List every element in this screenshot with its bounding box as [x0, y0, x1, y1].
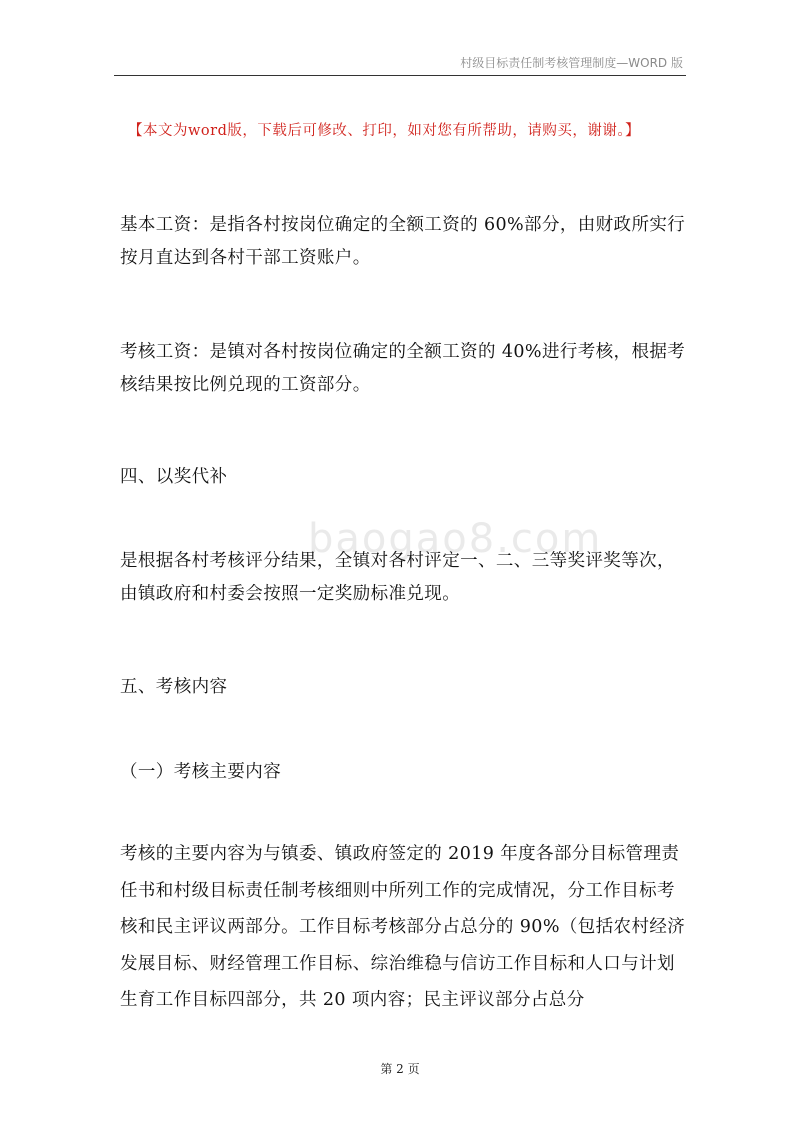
- watermark: baogao8.com: [308, 516, 603, 562]
- subsection-heading-main-content: （一）考核主要内容: [120, 762, 282, 782]
- purchase-notice: 【本文为word版，下载后可修改、打印，如对您有所帮助，请购买，谢谢。】: [128, 123, 641, 139]
- document-header-title: 村级目标责任制考核管理制度—WORD 版: [460, 56, 683, 70]
- paragraph-reward: 是根据各村考核评分结果，全镇对各村评定一、二、三等奖评奖等次，由镇政府和村委会按照一定奖励标准兑现。: [120, 551, 675, 604]
- paragraph-assessment-salary: 考核工资：是镇对各村按岗位确定的全额工资的 40%进行考核，根据考核结果按比例兑现的工资部分。: [120, 342, 686, 395]
- paragraph-main-content: 考核的主要内容为与镇委、镇政府签定的 2019 年度各部分目标管理责任书和村级目标责任制考核细则中所列工作的完成情况，分工作目标考核和民主评议两部分。工作目标考核部分占总分的 90%（包括农村经济发展目标、财经管理工作目标、综治维稳与信访工作目标和人口与计划生育工作目标四部分，共 20 项内容；民主评议部分占总分: [120, 844, 686, 1010]
- section-heading-content: 五、考核内容: [120, 677, 228, 697]
- header-divider: [114, 75, 686, 76]
- page-number: 第 2 页: [380, 1062, 420, 1076]
- paragraph-basic-salary: 基本工资：是指各村按岗位确定的全额工资的 60%部分，由财政所实行按月直达到各村干部工资账户。: [120, 215, 686, 268]
- section-heading-reward: 四、以奖代补: [120, 467, 228, 487]
